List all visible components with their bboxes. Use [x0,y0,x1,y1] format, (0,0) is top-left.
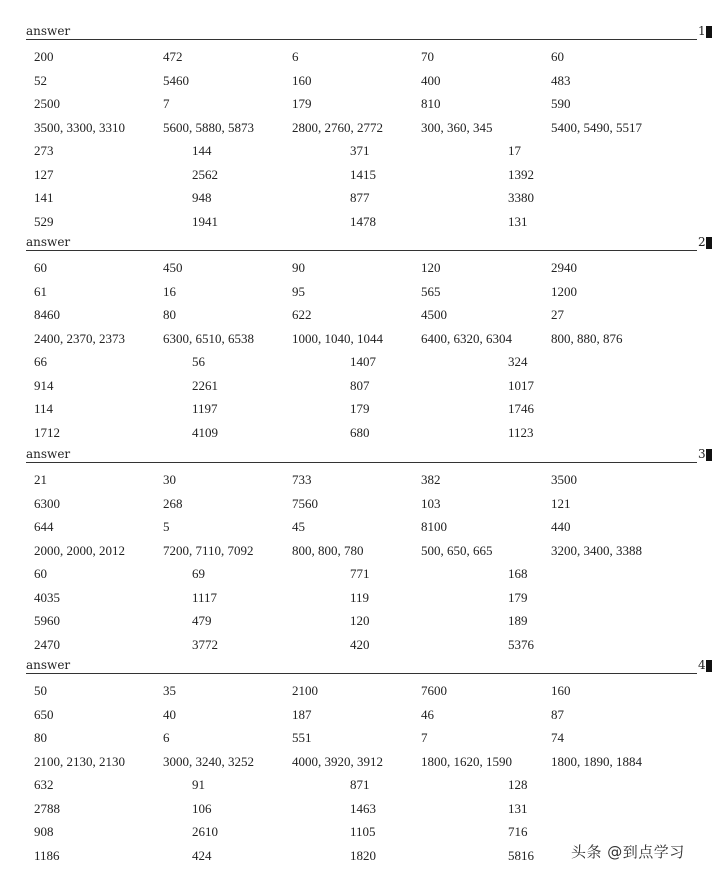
answer-row [0,329,719,349]
section-header [26,235,712,251]
end-marker-square-icon [706,449,712,461]
answer-value: 2100 [292,683,318,698]
answer-value: 2610 [192,824,218,839]
answer-value: 1407 [350,354,376,369]
answer-value: 179 [350,401,370,416]
answer-value: 6 [292,49,299,64]
answer-row [0,799,719,819]
answer-value: 908 [34,824,54,839]
answer-value: 1800, 1890, 1884 [551,753,642,769]
answer-value: 21 [34,472,47,487]
answer-value: 1117 [192,589,218,605]
answer-row [0,494,719,514]
answer-value: 30 [163,472,176,487]
answer-value: 66 [34,354,47,369]
answer-row [0,399,719,419]
answer-value: 69 [192,566,205,581]
answer-value: 106 [192,800,212,816]
answer-value: 948 [192,190,212,205]
end-marker-square-icon [706,660,712,672]
section-label: answer [26,658,71,672]
answer-value: 420 [350,636,370,652]
answer-value: 644 [34,519,54,534]
answer-value: 1200 [551,283,577,299]
answer-value: 35 [163,683,176,698]
watermark: 头条 @到点学习 [571,843,685,861]
header-rule [26,250,697,251]
answer-value: 7 [421,730,428,745]
answer-value: 680 [350,424,370,440]
answer-row [0,376,719,396]
answer-value: 70 [421,49,434,64]
answer-value: 1415 [350,166,376,182]
answer-value: 2100, 2130, 2130 [34,753,125,769]
answer-value: 60 [34,566,47,581]
answer-row [0,611,719,631]
answer-value: 90 [292,260,305,275]
answer-value: 483 [551,72,571,88]
answer-row [0,728,719,748]
answer-value: 565 [421,283,441,299]
answer-value: 2940 [551,260,577,275]
answer-value: 4035 [34,589,60,605]
answer-value: 27 [551,307,564,322]
answer-row [0,71,719,91]
answer-value: 800, 880, 876 [551,330,623,346]
answer-value: 168 [508,566,528,581]
page-number: 4 [698,658,706,672]
answer-value: 50 [34,683,47,698]
answer-value: 80 [163,307,176,322]
answer-value: 103 [421,495,441,511]
answer-value: 1197 [192,401,218,416]
answer-value: 472 [163,49,183,64]
answer-value: 371 [350,143,370,158]
answer-row [0,752,719,772]
answer-value: 733 [292,472,312,487]
answer-row [0,517,719,537]
page-number: 2 [698,235,706,249]
answer-value: 119 [350,589,370,605]
answer-value: 1712 [34,424,60,440]
answer-value: 632 [34,777,54,792]
answer-value: 3500, 3300, 3310 [34,119,125,135]
answer-value: 716 [508,824,528,839]
header-rule [26,39,697,40]
answer-value: 5816 [508,847,534,863]
answer-value: 6300 [34,495,60,511]
answer-row [0,188,719,208]
answer-value: 1105 [350,824,376,839]
answer-value: 1186 [34,847,60,863]
answer-value: 2562 [192,166,218,182]
answer-value: 877 [350,190,370,205]
answer-value: 187 [292,706,312,722]
answer-row [0,635,719,655]
section-label: answer [26,24,71,38]
answer-value: 127 [34,166,54,182]
answer-row [0,822,719,842]
section-label: answer [26,447,71,461]
answer-value: 4000, 3920, 3912 [292,753,383,769]
answer-value: 1392 [508,166,534,182]
answer-row [0,564,719,584]
answer-value: 131 [508,800,528,816]
answer-value: 45 [292,519,305,534]
answer-value: 4500 [421,307,447,322]
answer-value: 56 [192,354,205,369]
answer-value: 61 [34,283,47,299]
answer-value: 590 [551,96,571,111]
answer-value: 7200, 7110, 7092 [163,542,254,558]
answer-row [0,705,719,725]
answer-value: 87 [551,706,564,722]
answer-row [0,305,719,325]
answer-value: 8100 [421,519,447,534]
answer-row [0,470,719,490]
answer-value: 1746 [508,401,534,416]
answer-value: 40 [163,706,176,722]
answer-value: 3200, 3400, 3388 [551,542,642,558]
answer-value: 268 [163,495,183,511]
answer-value: 807 [350,377,370,393]
answer-value: 5376 [508,636,534,652]
answer-value: 2400, 2370, 2373 [34,330,125,346]
answer-value: 128 [508,777,528,792]
answer-value: 160 [292,72,312,88]
header-rule [26,462,697,463]
answer-value: 2470 [34,636,60,652]
answer-value: 529 [34,213,54,229]
answer-row [0,47,719,67]
answer-value: 114 [34,401,54,416]
answer-value: 500, 650, 665 [421,542,493,558]
answer-value: 440 [551,519,571,534]
answer-value: 4109 [192,424,218,440]
answer-value: 1478 [350,213,376,229]
answer-value: 382 [421,472,441,487]
answer-value: 8460 [34,307,60,322]
answer-value: 771 [350,566,370,581]
answer-value: 131 [508,213,528,229]
answer-value: 179 [292,96,312,111]
end-marker-square-icon [706,237,712,249]
answer-value: 300, 360, 345 [421,119,493,135]
answer-row [0,541,719,561]
answer-value: 1017 [508,377,534,393]
answer-value: 60 [551,49,564,64]
end-marker-square-icon [706,26,712,38]
answer-value: 1463 [350,800,376,816]
answer-value: 2261 [192,377,218,393]
answer-row [0,282,719,302]
answer-value: 160 [551,683,571,698]
answer-value: 2000, 2000, 2012 [34,542,125,558]
answer-row [0,588,719,608]
answer-value: 273 [34,143,54,158]
answer-row [0,681,719,701]
answer-value: 1000, 1040, 1044 [292,330,383,346]
section-label: answer [26,235,71,249]
answer-value: 479 [192,613,212,628]
answer-row [0,118,719,138]
answer-value: 17 [508,143,521,158]
page-number: 1 [698,24,706,38]
answer-value: 3500 [551,472,577,487]
answer-value: 2788 [34,800,60,816]
answer-value: 400 [421,72,441,88]
section-header [26,24,712,40]
answer-value: 5600, 5880, 5873 [163,119,254,135]
answer-value: 141 [34,190,54,205]
answer-value: 3000, 3240, 3252 [163,753,254,769]
answer-value: 144 [192,143,212,158]
answer-value: 16 [163,283,176,299]
answer-row [0,258,719,278]
answer-value: 5400, 5490, 5517 [551,119,642,135]
answer-value: 5 [163,519,170,534]
answer-value: 120 [350,613,370,628]
answer-value: 6 [163,730,170,745]
answer-value: 7600 [421,683,447,698]
answer-value: 871 [350,777,370,792]
answer-value: 3380 [508,190,534,205]
answer-value: 6300, 6510, 6538 [163,330,254,346]
answer-value: 7 [163,96,170,111]
answer-value: 6400, 6320, 6304 [421,330,512,346]
answer-value: 74 [551,730,564,745]
answer-value: 52 [34,72,47,88]
answer-value: 60 [34,260,47,275]
section-header [26,658,712,674]
answer-value: 800, 800, 780 [292,542,364,558]
answer-value: 1941 [192,213,218,229]
answer-value: 1820 [350,847,376,863]
answer-value: 91 [192,777,205,792]
answer-value: 120 [421,260,441,275]
answer-value: 7560 [292,495,318,511]
answer-row [0,212,719,232]
answer-value: 424 [192,847,212,863]
answer-value: 3772 [192,636,218,652]
answer-value: 1123 [508,424,534,440]
answer-value: 914 [34,377,54,393]
answer-value: 5460 [163,72,189,88]
answer-row [0,775,719,795]
answer-value: 324 [508,354,528,369]
answer-value: 95 [292,283,305,299]
answer-value: 189 [508,613,528,628]
header-rule [26,673,697,674]
answer-value: 80 [34,730,47,745]
answer-value: 810 [421,96,441,111]
answer-value: 650 [34,706,54,722]
answer-row [0,352,719,372]
answer-value: 5960 [34,613,60,628]
answer-value: 200 [34,49,54,64]
answer-value: 179 [508,589,528,605]
answer-value: 121 [551,495,571,511]
page-number: 3 [698,447,706,461]
answer-row [0,94,719,114]
answer-row [0,165,719,185]
answer-value: 1800, 1620, 1590 [421,753,512,769]
answer-value: 2500 [34,96,60,111]
answer-row [0,141,719,161]
answer-value: 2800, 2760, 2772 [292,119,383,135]
answer-value: 551 [292,730,312,745]
answer-row [0,423,719,443]
answer-value: 46 [421,706,434,722]
answer-value: 450 [163,260,183,275]
answer-value: 622 [292,307,312,322]
section-header [26,447,712,463]
